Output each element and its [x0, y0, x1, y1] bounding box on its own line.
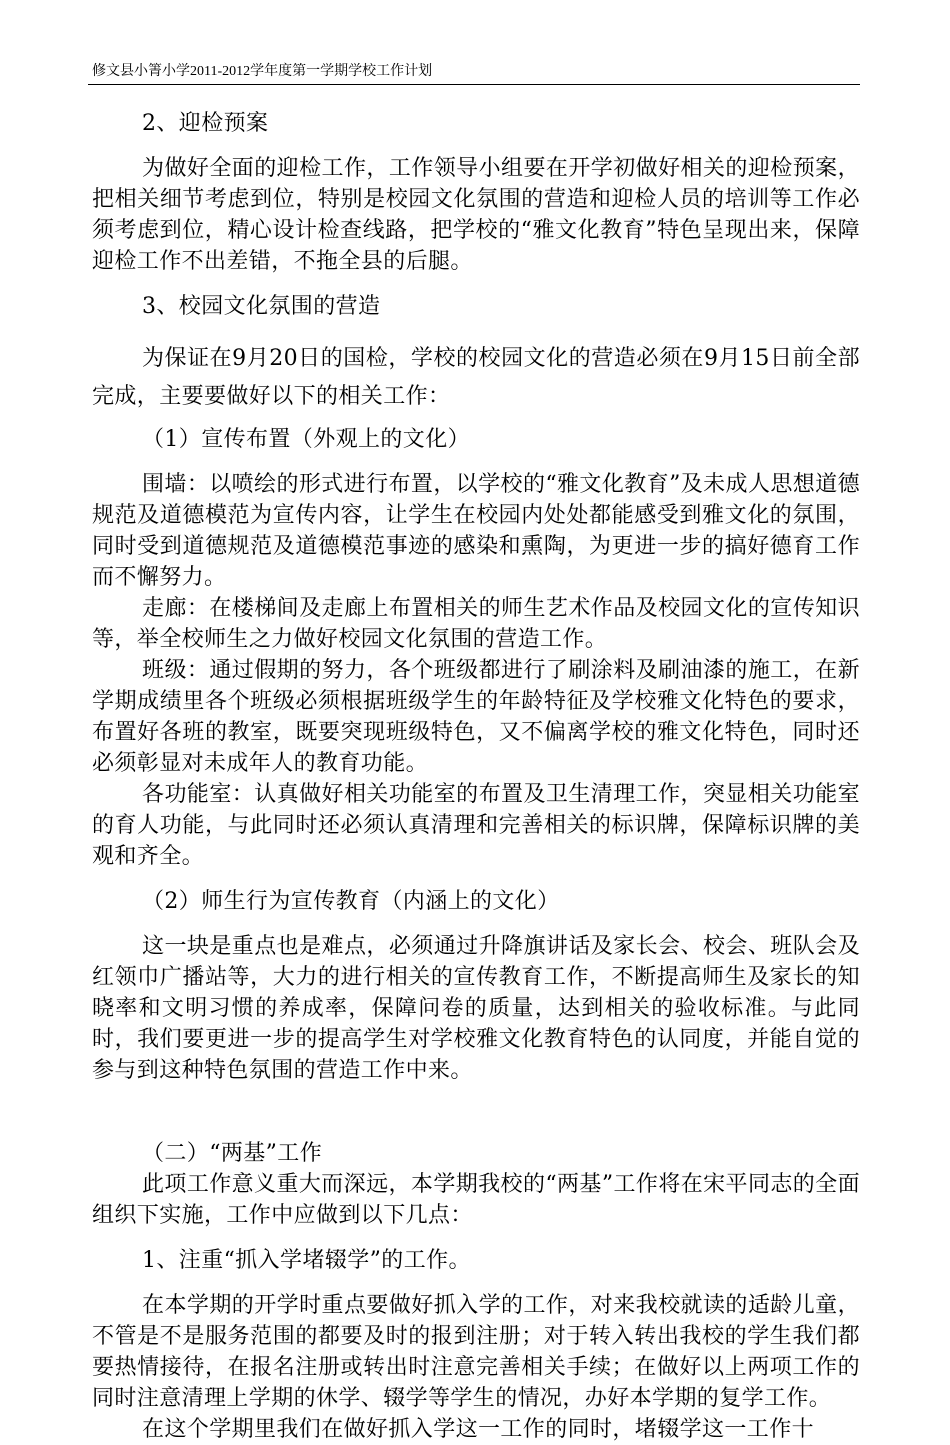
header-divider — [88, 84, 860, 85]
section-heading-two-basics: （二）“两基”工作 — [142, 1141, 323, 1166]
paragraph-enrollment: 在本学期的开学时重点要做好抓入学的工作，对来我校就读的适龄儿童，不管是不是服务范围的都要及时的报到注册；对于转入转出我校的学生我们都要热情接待，在报名注册或转出时注意完善相关手续；在做好以上两项工作的同时注意清理上学期的休学、辍学等学生的情况，办好本学期的复学工作。 — [92, 1293, 860, 1411]
document-body — [92, 108, 860, 1445]
page-header: 修文县小箐小学2011-2012学年度第一学期学校工作计划 — [92, 64, 433, 79]
paragraph-function-rooms: 各功能室：认真做好相关功能室的布置及卫生清理工作，突显相关功能室的育人功能，与此同时还必须认真清理和完善相关的标识牌，保障标识牌的美观和齐全。 — [92, 782, 860, 869]
paragraph-behavior-education: 这一块是重点也是难点，必须通过升降旗讲话及家长会、校会、班队会及红领巾广播站等，大力的进行相关的宣传教育工作，不断提高师生及家长的知晓率和文明习惯的养成率，保障问卷的质量，达到相关的验收标准。与此同时，我们要更进一步的提高学生对学校雅文化教育特色的认同度，并能自觉的参与到这种特色氛围的营造工作中来。 — [92, 934, 860, 1083]
paragraph-inspection-plan: 为做好全面的迎检工作，工作领导小组要在开学初做好相关的迎检预案，把相关细节考虑到位，特别是校园文化氛围的营造和迎检人员的培训等工作必须考虑到位，精心设计检查线路，把学校的“雅文化教育”特色呈现出来，保障迎检工作不出差错，不拖全县的后腿。 — [92, 156, 860, 274]
subheading-publicity-layout: （1）宣传布置（外观上的文化） — [142, 427, 470, 452]
section-heading-campus-culture: 3、校园文化氛围的营造 — [142, 294, 381, 319]
paragraph-two-basics: 此项工作意义重大而深远，本学期我校的“两基”工作将在宋平同志的全面组织下实施，工作中应做到以下几点： — [92, 1172, 860, 1228]
paragraph-campus-culture: 为保证在9月20日的国检，学校的校园文化的营造必须在9月15日前全部完成，主要要做好以下的相关工作： — [92, 346, 860, 409]
paragraph-classes: 班级：通过假期的努力，各个班级都进行了刷涂料及刷油漆的施工，在新学期成绩里各个班级必须根据班级学生的年龄特征及学校雅文化特色的要求，布置好各班的教室，既要突现班级特色，又不偏离学校的雅文化特色，同时还必须彰显对未成年人的教育功能。 — [92, 658, 860, 776]
paragraph-corridor: 走廊：在楼梯间及走廊上布置相关的师生艺术作品及校园文化的宣传知识等，举全校师生之力做好校园文化氛围的营造工作。 — [92, 596, 860, 652]
section-heading-enrollment: 1、注重“抓入学堵辍学”的工作。 — [142, 1248, 471, 1273]
paragraph-wall: 围墙：以喷绘的形式进行布置，以学校的“雅文化教育”及未成人思想道德规范及道德模范为宣传内容，让学生在校园内处处都能感受到雅文化的氛围，同时受到道德规范及道德模范事迹的感染和熏陶，为更进一步的搞好德育工作而不懈努力。 — [92, 472, 860, 590]
section-heading-inspection-plan: 2、迎检预案 — [142, 111, 269, 136]
subheading-behavior-education: （2）师生行为宣传教育（内涵上的文化） — [142, 889, 560, 914]
paragraph-dropout-prevention: 在这个学期里我们在做好抓入学这一工作的同时，堵辍学这一工作十 — [142, 1417, 815, 1442]
